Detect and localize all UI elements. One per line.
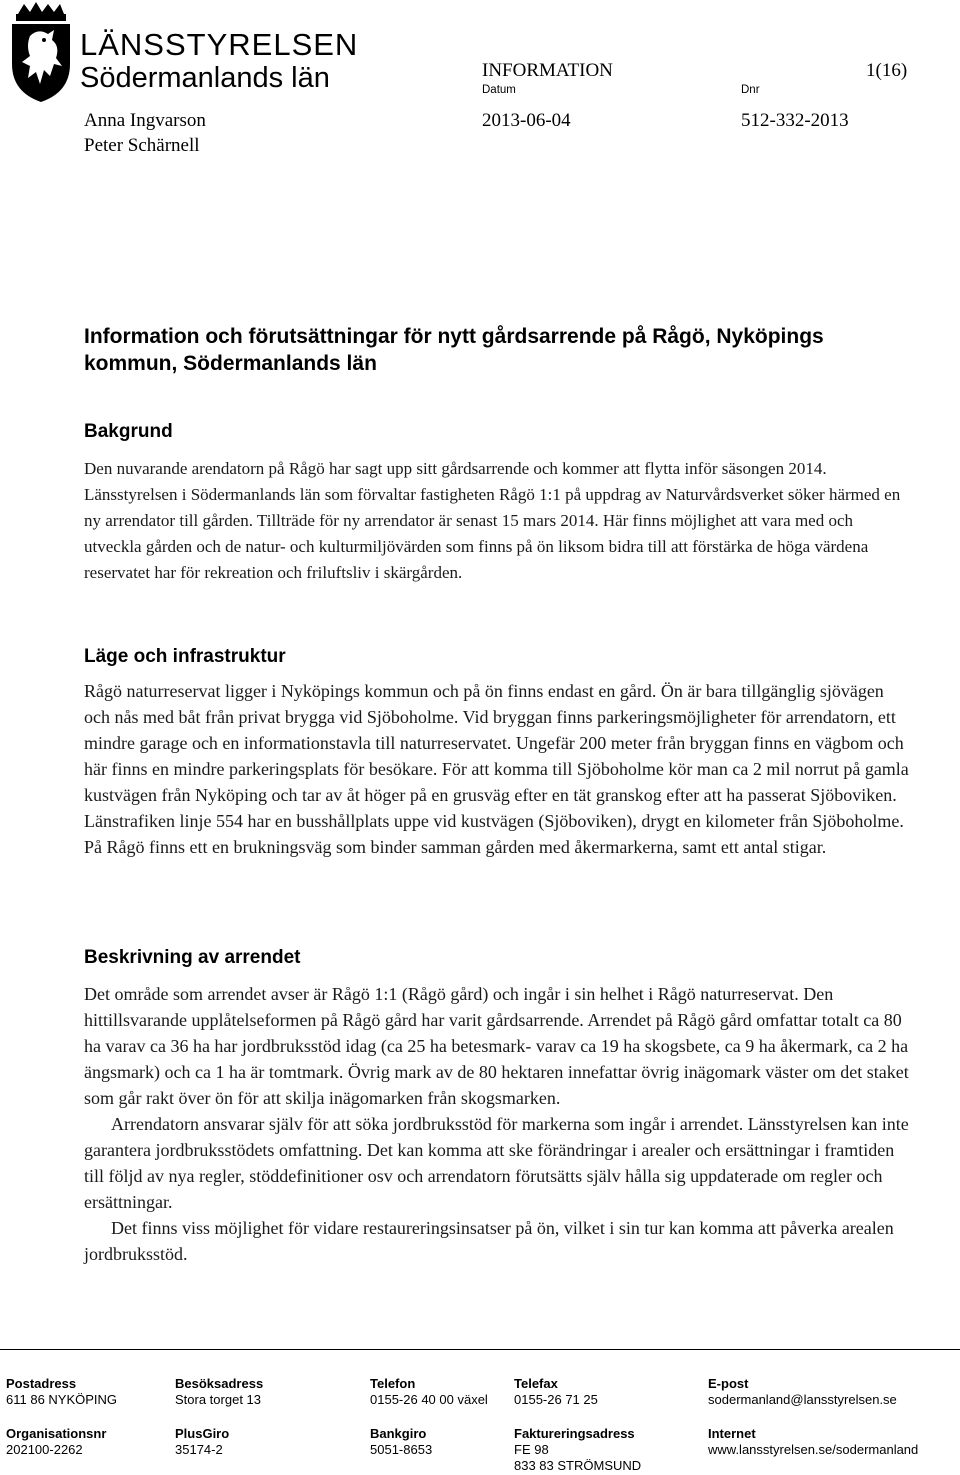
document-date: 2013-06-04	[482, 110, 571, 131]
footer-bankgiro-label: Bankgiro	[370, 1426, 427, 1441]
footer-internet: www.lansstyrelsen.se/sodermanland	[708, 1442, 919, 1457]
paragraph-beskrivning-3: Det finns viss möjlighet för vidare restaureringsinsatser på ön, vilket i sin tur kan komma att påverka arealen jordbruksstöd.	[84, 1218, 894, 1264]
footer-postadress: 611 86 NYKÖPING	[6, 1392, 118, 1407]
footer-telefon-label: Telefon	[370, 1376, 416, 1391]
paragraph-lage: Rågö naturreservat ligger i Nyköpings kommun och på ön finns endast en gård. Ön är bara tillgänglig sjövägen och nås med båt från privat brygga vid Sjöboholme. Vid bryggan finns parkeringsmöjligheter för arrendatorn, ett mindre garage och en informationstavla till naturreservatet. Ungefär 200 meter från bryggan finns en vägbom och här finns en mindre parkeringsplats för besökare. För att komma till Sjöboholme kör man ca 2 mil norrut på gamla kustvägen från Nyköping och tar av åt höger på en grusväg efter en tät granskog efter att ha passerat Sjöboviken. Länstrafiken linje 554 har en busshållplats uppe vid kustvägen (Sjöboviken), drygt en kilometer från Sjöboholme. På Rågö finns ett en brukningsväg som binder samman gården med åkermarkerna, samt ett antal stigar.	[84, 681, 909, 857]
footer-faktura-line2: 833 83 STRÖMSUND	[514, 1458, 642, 1473]
paragraph-group-beskrivning	[84, 981, 914, 1267]
footer-plusgiro-label: PlusGiro	[175, 1426, 230, 1441]
date-label: Datum	[482, 84, 516, 96]
document-title: Information och förutsättningar för nytt gårdsarrende på Rågö, Nyköpings kommun, Södermanlands län	[84, 325, 824, 375]
footer-telefon: 0155-26 40 00 växel	[370, 1392, 488, 1407]
dnr-label: Dnr	[741, 84, 760, 96]
paragraph-bakgrund: Den nuvarande arendatorn på Rågö har sagt upp sitt gårdsarrende och kommer att flytta inför säsongen 2014. Länsstyrelsen i Södermanlands län som förvaltar fastigheten Rågö 1:1 på uppdrag av Naturvårdsverket söker härmed en ny arrendator till gården. Tillträde för ny arrendator är senast 15 mars 2014. Här finns möjlighet att vara med och utveckla gården och de natur- och kulturmiljövärden som finns på ön liksom bidra till att förstärka de höga värdena reservatet har för rekreation och friluftsliv i skärgården.	[84, 459, 901, 582]
footer-besoksadress-label: Besöksadress	[175, 1376, 264, 1391]
heading-bakgrund: Bakgrund	[84, 421, 173, 442]
footer-faktura-line1: FE 98	[514, 1442, 549, 1457]
footer-orgnr: 202100-2262	[6, 1442, 83, 1457]
footer-bankgiro: 5051-8653	[370, 1442, 433, 1457]
footer-plusgiro: 35174-2	[175, 1442, 223, 1457]
heading-beskrivning: Beskrivning av arrendet	[84, 947, 301, 968]
logo-title: LÄNSSTYRELSEN	[80, 27, 359, 62]
document-type: INFORMATION	[482, 60, 613, 81]
heading-lage: Läge och infrastruktur	[84, 646, 286, 667]
agency-logo	[4, 0, 359, 104]
footer-telefax: 0155-26 71 25	[514, 1392, 598, 1407]
page-number: 1(16)	[866, 60, 908, 81]
author-2: Peter Schärnell	[84, 135, 200, 156]
footer-faktura-label: Faktureringsadress	[514, 1426, 635, 1441]
logo-subtitle: Södermanlands län	[80, 62, 330, 94]
coat-of-arms-icon	[4, 0, 78, 104]
footer-divider	[0, 1349, 960, 1350]
paragraph-beskrivning-2: Arrendatorn ansvarar själv för att söka jordbruksstöd för markerna som ingår i arrendet. Länsstyrelsen kan inte garantera jordbruksstödets omfattning. Det kan komma att ske förändringar i arealer och ersättningar i framtiden till följd av nya regler, stöddefinitioner osv och arrendatorn förutsätts själv hålla sig uppdaterade om regler och ersättningar.	[84, 1114, 909, 1212]
footer-postadress-label: Postadress	[6, 1376, 77, 1391]
author-1: Anna Ingvarson	[84, 110, 206, 131]
footer-epost: sodermanland@lansstyrelsen.se	[708, 1392, 897, 1407]
footer-telefax-label: Telefax	[514, 1376, 558, 1391]
footer-orgnr-label: Organisationsnr	[6, 1426, 107, 1441]
paragraph-beskrivning-1: Det område som arrendet avser är Rågö 1:1 (Rågö gård) och ingår i sin helhet i Rågö naturreservat. Den hittillsvarande upplåtelseformen på Rågö gård har varit gårdsarrende. Arrendet på Rågö gård omfattar totalt ca 80 ha varav ca 36 ha har jordbruksstöd idag (ca 25 ha betesmark- varav ca 19 ha skogsbete, ca 9 ha åkermark, ca 2 ha ängsmark) och ca 1 ha är tomtmark. Övrig mark av de 80 hektaren innefattar övrig inägomark väster om det staket som går rakt över ön för att skilja inägomarken från skogsmarken.	[84, 984, 909, 1108]
footer-internet-label: Internet	[708, 1426, 756, 1441]
footer-besoksadress: Stora torget 13	[175, 1392, 261, 1407]
document-dnr: 512-332-2013	[741, 110, 849, 131]
footer-epost-label: E-post	[708, 1376, 749, 1391]
